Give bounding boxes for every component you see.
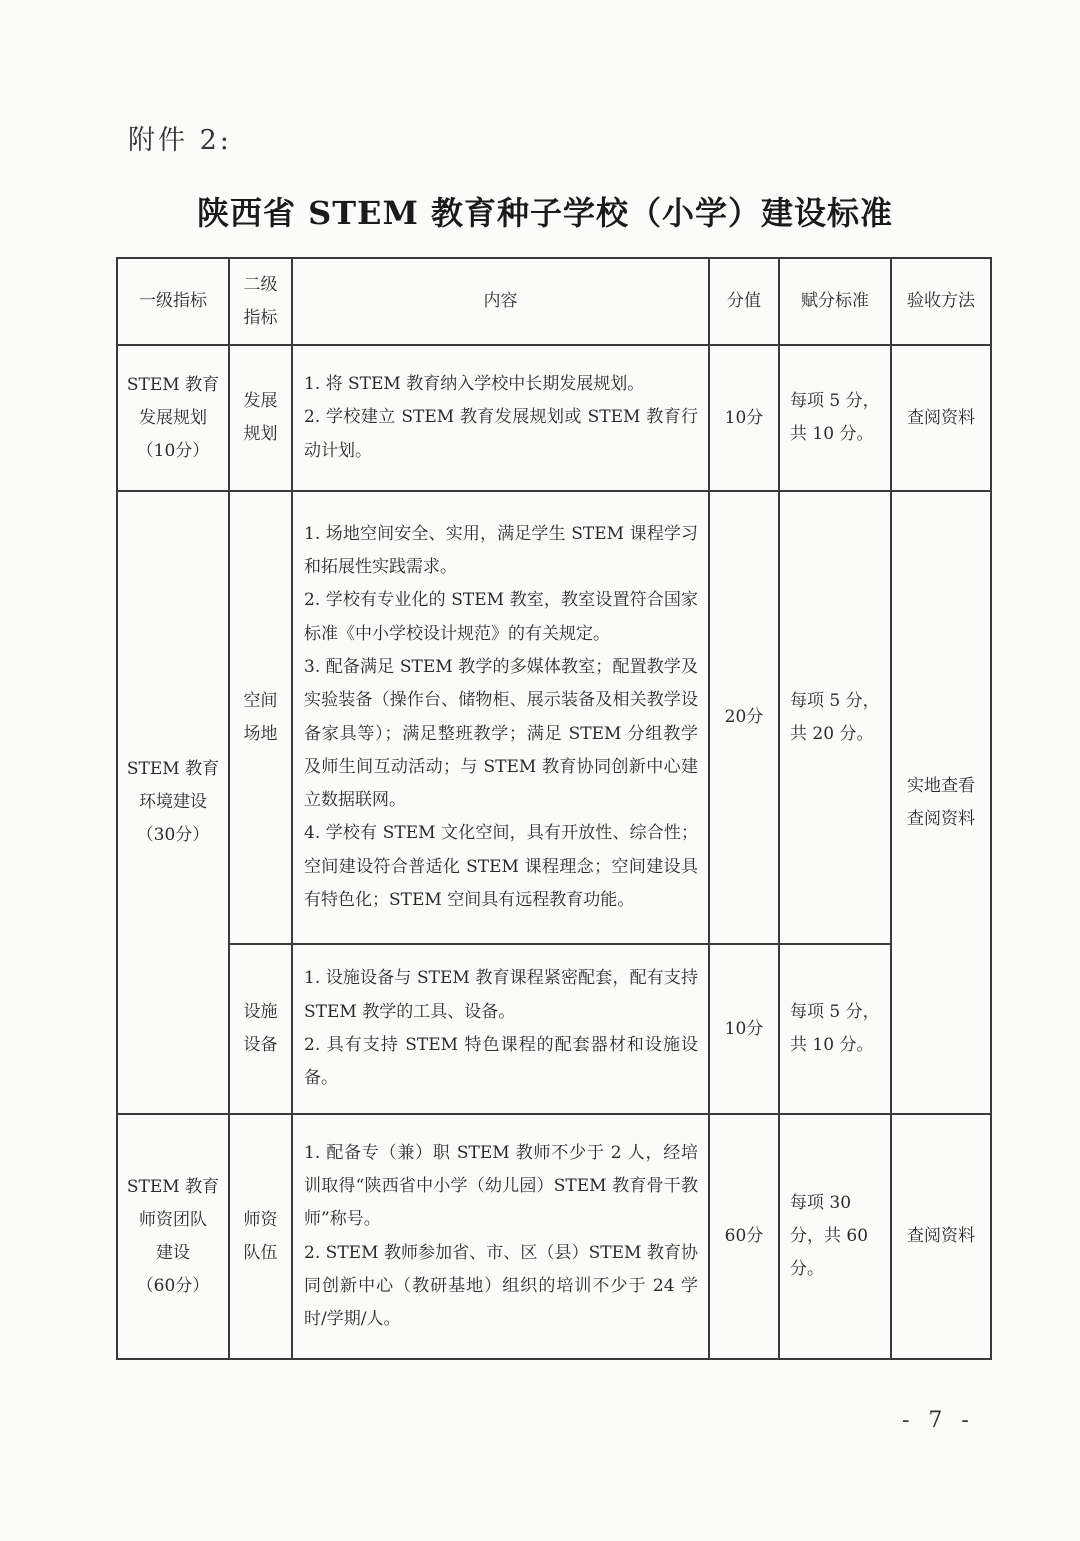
- level1-cell: STEM 教育 发展规划 （10分）: [117, 345, 229, 491]
- table-row: [117, 944, 991, 1114]
- criteria-cell: 每项 5 分， 共 10 分。: [779, 944, 891, 1114]
- score-cell: 10分: [709, 944, 779, 1114]
- page-number: - 7 -: [902, 1408, 975, 1433]
- level2-cell: 设施 设备: [229, 944, 292, 1114]
- score-cell: 60分: [709, 1114, 779, 1359]
- criteria-cell: 每项 30 分，共 60 分。: [779, 1114, 891, 1359]
- criteria-cell: 每项 5 分， 共 20 分。: [779, 491, 891, 944]
- score-cell: 10分: [709, 345, 779, 491]
- header-content: 内容: [292, 258, 709, 345]
- table-row: [117, 345, 991, 491]
- header-criteria: 赋分标准: [779, 258, 891, 345]
- method-cell: 查阅资料: [891, 345, 991, 491]
- method-cell: 实地查看 查阅资料: [891, 491, 991, 1114]
- criteria-cell: 每项 5 分， 共 10 分。: [779, 345, 891, 491]
- level2-cell: 师资 队伍: [229, 1114, 292, 1359]
- content-cell: 1. 将 STEM 教育纳入学校中长期发展规划。 2. 学校建立 STEM 教育发展规划或 STEM 教育行动计划。: [292, 345, 709, 491]
- document-title: 陕西省 STEM 教育种子学校（小学）建设标准: [196, 194, 894, 232]
- table-row: [117, 491, 991, 944]
- level2-cell: 发展 规划: [229, 345, 292, 491]
- level2-cell: 空间 场地: [229, 491, 292, 944]
- header-method: 验收方法: [891, 258, 991, 345]
- header-level1: 一级指标: [117, 258, 229, 345]
- content-cell: 1. 场地空间安全、实用，满足学生 STEM 课程学习和拓展性实践需求。 2. 学校有专业化的 STEM 教室，教室设置符合国家标准《中小学校设计规范》的有关规定。 3. 配备满足 STEM 教学的多媒体教室；配置教学及实验装备（操作台、储物柜、展示装备及相关教学设备家具等）；满足整班教学；满足 STEM 分组教学及师生间互动活动；与 STEM 教育协同创新中心建立数据联网。 4. 学校有 STEM 文化空间，具有开放性、综合性；空间建设符合普适化 STEM 课程理念；空间建设具有特色化；STEM 空间具有远程教育功能。: [292, 491, 709, 944]
- table-row: [117, 1114, 991, 1359]
- attachment-label: 附件 2:: [128, 125, 232, 156]
- level1-cell: STEM 教育 环境建设 （30分）: [117, 491, 229, 1114]
- standards-table: [116, 257, 992, 1360]
- score-cell: 20分: [709, 491, 779, 944]
- method-cell: 查阅资料: [891, 1114, 991, 1359]
- header-score: 分值: [709, 258, 779, 345]
- table-header-row: [117, 258, 991, 345]
- level1-cell: STEM 教育 师资团队 建设 （60分）: [117, 1114, 229, 1359]
- header-level2: 二级 指标: [229, 258, 292, 345]
- content-cell: 1. 配备专（兼）职 STEM 教师不少于 2 人，经培训取得“陕西省中小学（幼儿园）STEM 教育骨干教师”称号。 2. STEM 教师参加省、市、区（县）STEM 教育协同创新中心（教研基地）组织的培训不少于 24 学时/学期/人。: [292, 1114, 709, 1359]
- content-cell: 1. 设施设备与 STEM 教育课程紧密配套，配有支持 STEM 教学的工具、设备。 2. 具有支持 STEM 特色课程的配套器材和设施设备。: [292, 944, 709, 1114]
